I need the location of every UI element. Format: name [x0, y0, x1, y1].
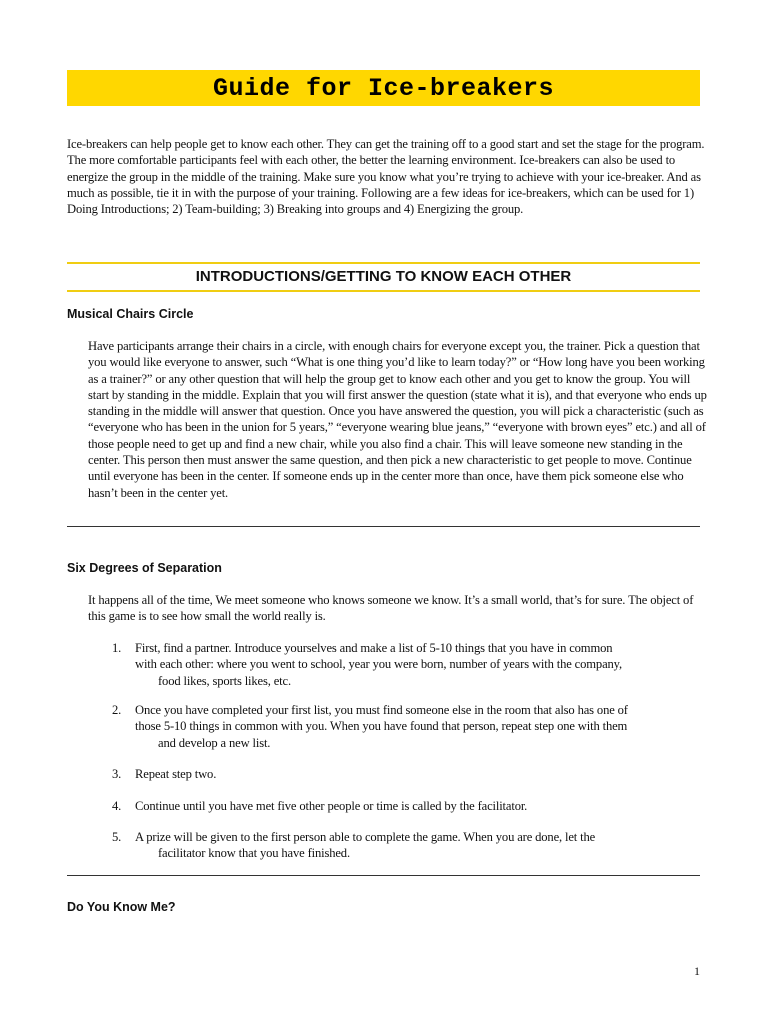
section-heading: INTRODUCTIONS/GETTING TO KNOW EACH OTHER: [195, 268, 572, 285]
section-rule-top: [67, 262, 700, 264]
page-number: 1: [694, 964, 700, 978]
title-banner: [67, 70, 700, 106]
step-text: Repeat step two.: [135, 767, 217, 781]
six-degrees-intro: It happens all of the time, We meet someone who knows someone we know. It’s a small world, that’s for sure. The object of this game is to see how small the world really is.: [88, 593, 694, 624]
divider-line: [67, 875, 700, 876]
step-text: with each other: where you went to school, year you were born, number of years with the company,: [135, 657, 622, 672]
divider-line: [67, 526, 700, 527]
intro-paragraph: Ice-breakers can help people get to know each other. They can get the training off to a good start and set the stage for the program. The more comfortable participants feel with each other, the better the learning environment. Ice-breakers can also be used to energize the group in the middle of the training. Make sure you know what you’re trying to achieve with your ice-breaker. And as much as possible, tie it in with the purpose of your training. Following are a few ideas for ice-breakers, which can be used for 1) Doing Introductions; 2) Team-building; 3) Breaking into groups and 4) Energizing the group.: [67, 137, 705, 217]
musical-chairs-heading: Musical Chairs Circle: [67, 307, 194, 321]
do-you-know-me-heading: Do You Know Me?: [67, 900, 176, 914]
step-text: A prize will be given to the first person able to complete the game. When you are done, let the: [135, 830, 596, 844]
six-degrees-heading: Six Degrees of Separation: [67, 561, 222, 575]
step-number: 3.: [112, 767, 122, 781]
step-text: Once you have completed your first list, you must find someone else in the room that also has one of: [135, 703, 628, 717]
step-number: 1.: [112, 641, 122, 655]
step-number: 4.: [112, 799, 122, 813]
step-number: 5.: [112, 830, 122, 844]
musical-chairs-body: Have participants arrange their chairs in a circle, with enough chairs for everyone except you, the trainer. Pick a question that you would like everyone to answer, such “What is one thing you’d like to learn today?” or “How long have you been working as a trainer?” or any other question that will help the group get to know each other and you get to know the group. You will start by standing in the middle. Explain that you will first answer the question (state what it is), and that everyone who ends up standing in the middle will answer that question. Once you have answered the question, you will pick a characteristic (such as “everyone who has been in the union for 5 years,” “everyone wearing blue jeans,” “everyone with brown eyes” etc.) and all of those people need to get up and find a new chair, while you also find a chair. This will leave someone new standing in the center. This person then must answer the same question, and then pick a new characteristic to get people to move. Continue until everyone has been in the center. If someone ends up in the center more than once, have them pick someone else who hasn’t been in the center yet.: [88, 339, 707, 500]
step-text: those 5-10 things in common with you. When you have found that person, repeat step one with them: [135, 719, 628, 734]
step-text: First, find a partner. Introduce yourselves and make a list of 5-10 things that you have in common: [135, 641, 613, 655]
page-title: Guide for Ice-breakers: [212, 73, 555, 103]
step-text: facilitator know that you have finished.: [158, 846, 350, 861]
step-text: and develop a new list.: [158, 735, 271, 750]
step-text: food likes, sports likes, etc.: [158, 673, 291, 688]
step-text: Continue until you have met five other people or time is called by the facilitator.: [135, 799, 528, 813]
step-number: 2.: [112, 703, 122, 717]
section-rule-bottom: [67, 290, 700, 292]
